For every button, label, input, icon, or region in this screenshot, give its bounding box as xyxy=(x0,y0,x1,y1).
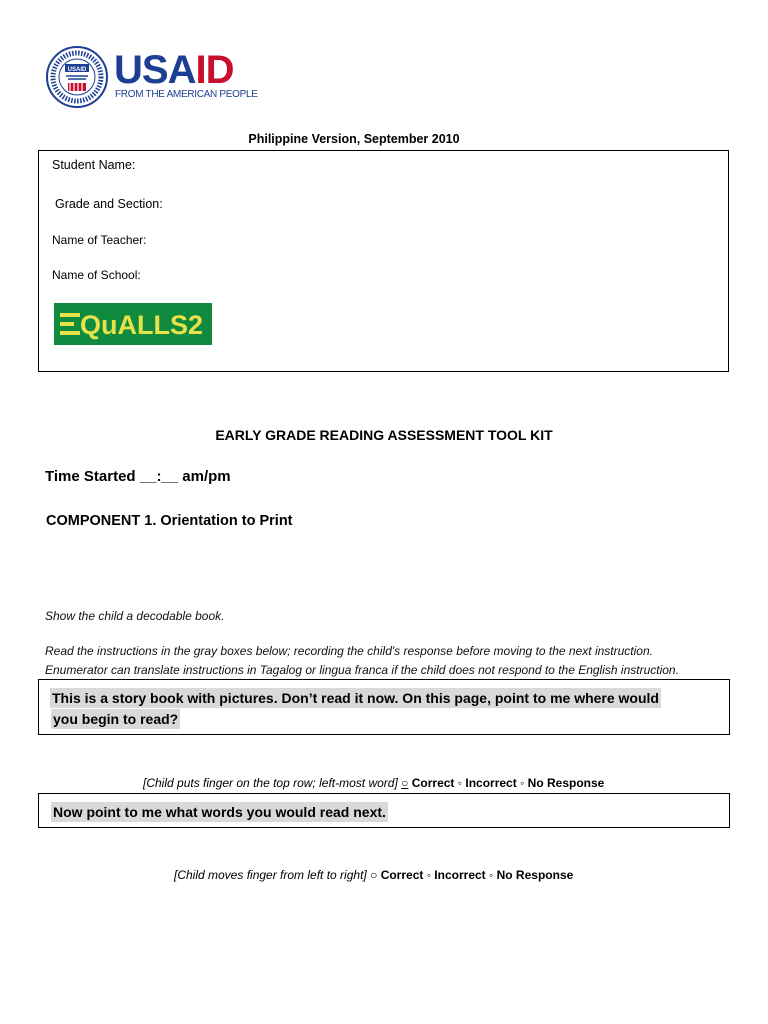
version-line: Philippine Version, September 2010 xyxy=(248,132,460,146)
response-2-incorrect[interactable]: ◦ Incorrect xyxy=(426,868,486,882)
instruction-show-book: Show the child a decodable book. xyxy=(45,609,225,623)
response-2-no-response[interactable]: ◦ No Response xyxy=(489,868,574,882)
qualls-logo-graphic xyxy=(54,303,212,345)
instruction-translate: Enumerator can translate instructions in Tagalog or lingua franca if the child does not respond to the English instruction. xyxy=(45,663,679,677)
teacher-name-label: Name of Teacher: xyxy=(52,233,147,247)
response-1-no-response[interactable]: ◦ No Response xyxy=(520,776,605,790)
response-1-circle[interactable]: ○ xyxy=(401,776,409,790)
qualls-logo xyxy=(54,303,212,345)
usaid-wordmark-id: ID xyxy=(195,48,234,92)
component-title: COMPONENT 1. Orientation to Print xyxy=(46,513,293,529)
time-started-field: Time Started __:__ am/pm xyxy=(45,468,231,485)
usaid-wordmark-usa: USA xyxy=(114,48,196,92)
kit-title: EARLY GRADE READING ASSESSMENT TOOL KIT xyxy=(215,427,553,443)
usaid-seal-icon xyxy=(46,46,108,108)
student-name-label: Student Name: xyxy=(52,158,136,172)
response-2-prompt: [Child moves finger from left to right] xyxy=(174,868,367,882)
response-2-circle[interactable]: ○ xyxy=(370,868,378,882)
question-1-line-2: you begin to read? xyxy=(53,711,179,727)
usaid-tagline: FROM THE AMERICAN PEOPLE xyxy=(115,89,258,100)
usaid-wordmark xyxy=(114,50,233,90)
grade-section-label: Grade and Section: xyxy=(55,197,163,211)
instruction-read: Read the instructions in the gray boxes below; recording the child's response before moving to the next instruction. xyxy=(45,644,653,658)
school-name-label: Name of School: xyxy=(52,268,141,282)
response-2-row xyxy=(174,868,573,882)
response-1-correct[interactable]: Correct xyxy=(411,776,455,790)
response-1-row xyxy=(143,776,604,790)
response-2-correct[interactable]: Correct xyxy=(380,868,424,882)
seal-text: USAID xyxy=(67,67,87,73)
question-2-line-1: Now point to me what words you would read next. xyxy=(53,804,386,820)
question-1-line-1: This is a story book with pictures. Don’t read it now. On this page, point to me where would xyxy=(52,690,659,706)
response-1-prompt: [Child puts finger on the top row; left-most word] xyxy=(143,776,398,790)
qualls-logo-text: QuALLS2 xyxy=(80,310,204,340)
response-1-incorrect[interactable]: ◦ Incorrect xyxy=(457,776,517,790)
